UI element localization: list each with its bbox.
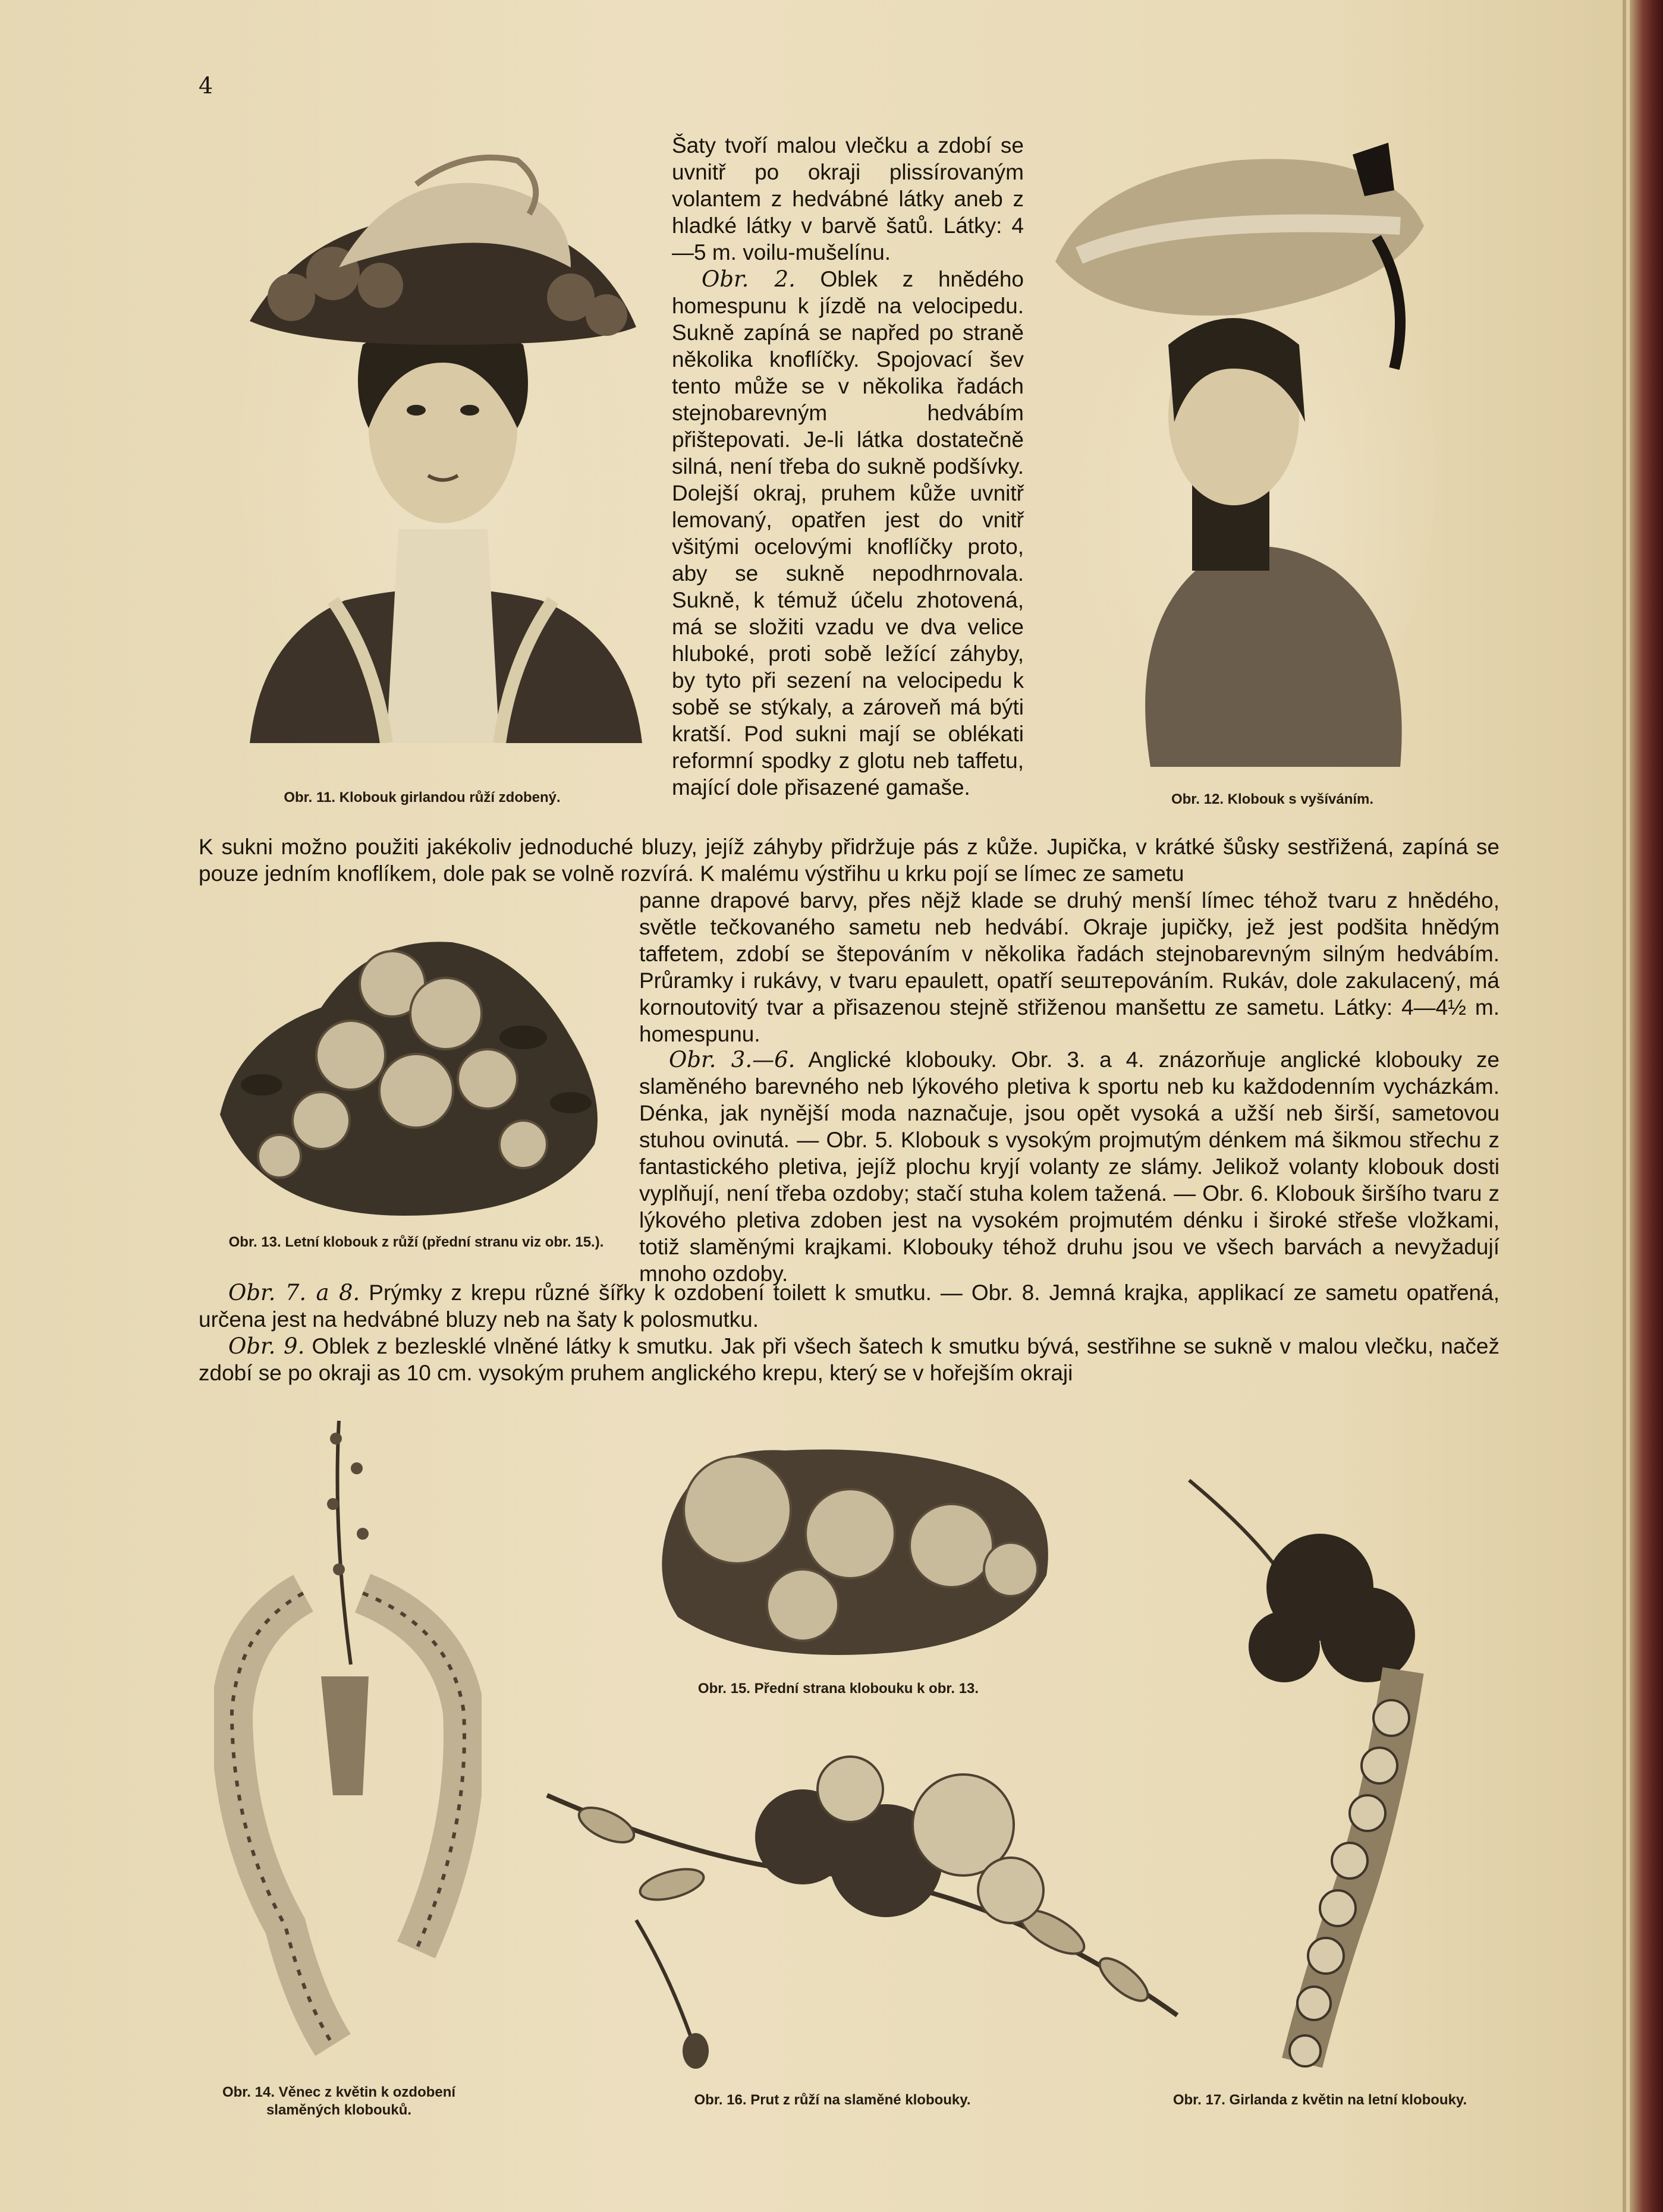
figure-ref-2: Obr. 2.: [702, 266, 796, 292]
paragraph-mourning-suit: Oblek z bezlesklé vlněné látky k smutku. Jak při všech šatech k smutku bývá, sestřihne se sukně v malou vlečku, načež zdobí se po okraji as 10 cm. vysokým pruhem anglického krepu, který se v hořejším okraji: [199, 1334, 1500, 1385]
text-full-width-1: K sukni možno použiti jakékoliv jednoduché bluzy, jejíž záhyby přidržuje pás z kůže. Jupička, v krátké šůsky sestřižená, zapíná se pouze jedním knoflíkem, dole pak se volně rozvírá. K malému výstřihu u krku pojí se límec ze sametu: [199, 835, 1499, 886]
figure-11-rose-hat: [238, 149, 648, 743]
paragraph-cycling-suit: Oblek z hnědého homespunu k jízdě na velocipedu. Sukně zapíná se napřed po straně několika knoflíčky. Spojovací šev tento může se v několika řadách stejnobarevným hedvábím přištepovati. Je-li látka dostatečně silná, není třeba do sukně podšívky. Dolejší okraj, pruhem kůže uvnitř lemovaný, opatřen jest do vnitř všitými ocelovými knoflíčky proto, aby se sukně nepodhrnovala. Sukně, k témuž účelu zhotovená, má se složiti vzadu ve dva velice hluboké, proti sobě ležící záhyby, by tyto při sezení na velocipedu k sobě se stýkaly, a zároveň má býti kratší. Pod sukni mají se oblékati reformní spodky z glotu neb taffetu, mající dole přisazené gamaše.: [672, 267, 1024, 800]
text-right-column-1: panne drapové barvy, přes nějž klade se druhý menší límec téhož tvaru z hnědého, světle tečkovaného sametu neb hedvábí. Okraje jupičky, jež jest podšita hnědým taffetem, zdobí se štepováním v několika řadách stejnobarevným silným hedvábím. Průramky i rukávy, v tvaru epaulett, opatří sештepováním. Rukáv, dole zakulacený, má kornoutovitý tvar a přisazenou stejně střiženou manšettu ze sametu. Látky: 4—4½ m. homespunu.: [639, 888, 1499, 1046]
figure-13-rose-hat: [214, 918, 612, 1228]
caption-figure-15: Obr. 15. Přední strana klobouku k obr. 13.: [697, 1681, 979, 1697]
caption-figure-17: Obr. 17. Girlanda z květin na letní klobouky.: [1172, 2092, 1467, 2108]
caption-figure-16: Obr. 16. Prut z růží na slaměné klobouky.: [694, 2092, 971, 2108]
caption-figure-11: Obr. 11. Klobouk girlandou růží zdobený.: [284, 789, 561, 805]
caption-figure-12: Obr. 12. Klobouk s vyšíváním.: [1171, 791, 1374, 807]
text-right-column-2: [639, 1046, 1499, 1287]
figure-17-flower-garland: [1153, 1468, 1475, 2087]
figure-12-embroidered-hat: [1055, 143, 1436, 767]
page-number: 4: [199, 73, 213, 99]
book-binding: [1630, 0, 1663, 2212]
binding-edge: [1623, 0, 1626, 2212]
caption-figure-14: Obr. 14. Věnec z květin k ozdobení slaměných klobouků.: [222, 2084, 456, 2118]
text-full-width-2: [199, 1279, 1499, 1333]
paragraph-dress: Šaty tvoří malou vlečku a zdobí se uvnitř po okraji plissírovaným volantem z hedvábné látky aneb z hladké látky v barvě šatů. Látky: 4—5 m. voilu-mušelínu.: [672, 133, 1024, 265]
figure-ref-9: Obr. 9.: [228, 1333, 305, 1359]
paragraph-english-hats: Anglické klobouky. Obr. 3. a 4. znázorňuje anglické klobouky ze slaměného barevného neb lýkového pletiva k sportu neb ku každodenním vycházkám. Dénka, jak nynější moda naznačuje, jsou opět vysoká a užší neb širší, sametovou stuhou ovinutá. — Obr. 5. Klobouk s vysokým projmutým dénkem má šikmou střechu z fantastického pletiva, jejíž plochu kryjí volanty ze slámy. Jelikož volanty klobouk dosti vyplňují, není třeba ozdoby; stačí stuha kolem tažená. — Obr. 6. Klobouk širšího tvaru z lýkového pletiva zdoben jest na vysokém projmutém dénku i široké střeše vložkami, totiž slaměnými krajkami. Klobouky téhož druhu jsou ve všech barvách a nevyžadují mnoho ozdoby.: [639, 1047, 1499, 1286]
text-column-middle: [672, 132, 1024, 801]
figure-ref-7-8: Obr. 7. a 8.: [228, 1280, 360, 1305]
figure-15-hat-front: [654, 1427, 1058, 1664]
caption-figure-13: Obr. 13. Letní klobouk z růží (přední stranu viz obr. 15.).: [228, 1234, 604, 1250]
text-full-width-3: [199, 1333, 1499, 1386]
paragraph-obr-2: [672, 266, 1024, 801]
paragraph-crepe-trim: Prýmky z krepu různé šířky k ozdobení toilett k smutku. — Obr. 8. Jemná krajka, applikací ze sametu opatřená, určena jest na hedvábné bluzy neb na šaty k polosmutku.: [199, 1280, 1499, 1332]
figure-ref-3-6: Obr. 3.—6.: [669, 1047, 796, 1072]
figure-16-rose-branch: [517, 1742, 1213, 2075]
figure-14-flower-wreath: [214, 1415, 482, 2069]
